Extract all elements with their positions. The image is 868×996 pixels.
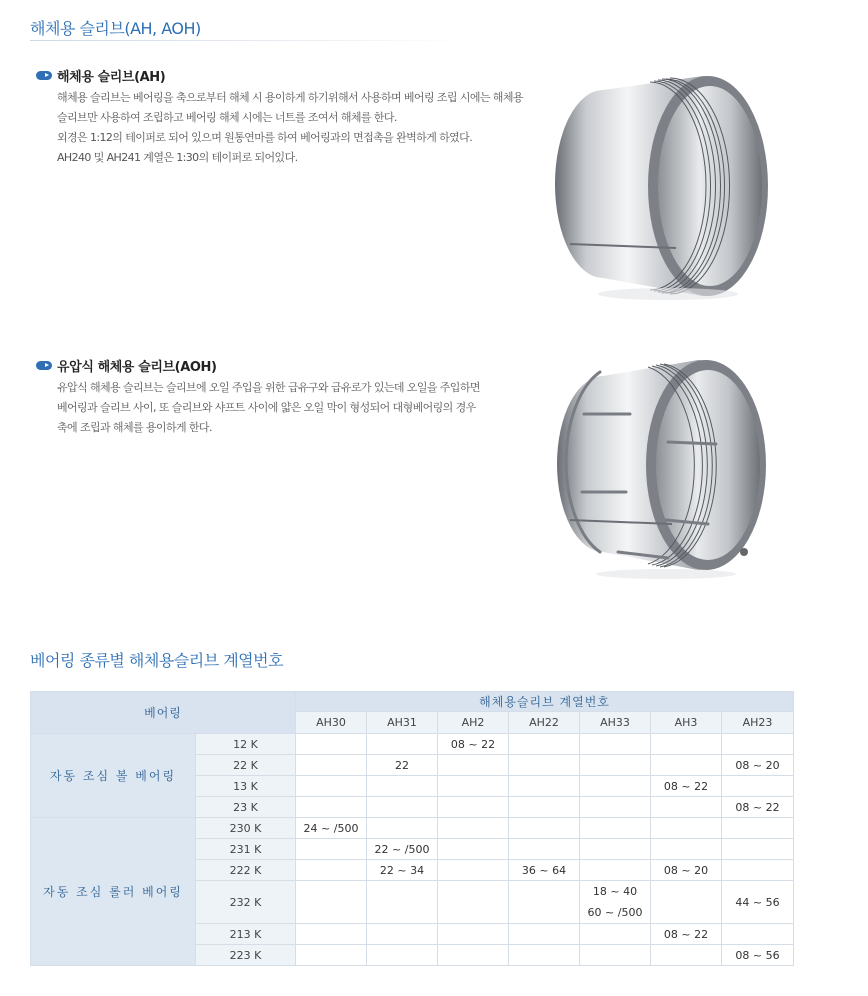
series-range-cell bbox=[367, 924, 438, 945]
series-range-cell bbox=[438, 860, 509, 881]
series-range-cell bbox=[296, 860, 367, 881]
series-range-cell bbox=[722, 734, 794, 755]
bearing-type: 231 K bbox=[196, 839, 296, 860]
series-range-cell bbox=[580, 924, 651, 945]
column-header: AH22 bbox=[509, 712, 580, 734]
section-aoh bbox=[36, 356, 556, 438]
series-range-cell: 22 ~ 34 bbox=[367, 860, 438, 881]
series-range-cell bbox=[722, 860, 794, 881]
series-range-cell bbox=[580, 776, 651, 797]
series-range-cell: 08 ~ 20 bbox=[651, 860, 722, 881]
series-range-cell bbox=[367, 776, 438, 797]
column-header: AH2 bbox=[438, 712, 509, 734]
series-range-cell bbox=[580, 797, 651, 818]
series-range-cell bbox=[509, 776, 580, 797]
series-range-cell: 44 ~ 56 bbox=[722, 881, 794, 924]
series-header: 해체용슬리브 계열번호 bbox=[296, 692, 794, 712]
table-row bbox=[31, 818, 794, 839]
bearing-category: 자동 조심 볼 베어링 bbox=[31, 734, 196, 818]
series-range-cell bbox=[651, 755, 722, 776]
series-range-cell bbox=[367, 797, 438, 818]
series-range-cell: 08 ~ 22 bbox=[651, 924, 722, 945]
series-range-cell bbox=[722, 818, 794, 839]
bearing-type: 230 K bbox=[196, 818, 296, 839]
page-title: 해체용 슬리브(AH, AOH) bbox=[30, 19, 201, 38]
table-body bbox=[31, 734, 794, 966]
series-range-cell bbox=[367, 818, 438, 839]
series-range-cell bbox=[651, 818, 722, 839]
bearing-type: 22 K bbox=[196, 755, 296, 776]
series-range-cell bbox=[296, 924, 367, 945]
series-range-cell: 08 ~ 22 bbox=[722, 797, 794, 818]
column-header: AH3 bbox=[651, 712, 722, 734]
series-range-cell bbox=[509, 755, 580, 776]
section-heading: 유압식 해체용 슬리브(AOH) bbox=[57, 360, 217, 375]
series-range-cell bbox=[580, 755, 651, 776]
column-header: AH30 bbox=[296, 712, 367, 734]
description-line: 유압식 해체용 슬리브는 슬리브에 오일 주입을 위한 급유구와 급유로가 있는데 오일을 주입하면 bbox=[57, 381, 480, 394]
bearing-category: 자동 조심 롤러 베어링 bbox=[31, 818, 196, 966]
section-description bbox=[57, 378, 556, 438]
bearing-type: 213 K bbox=[196, 924, 296, 945]
bearing-header: 베어링 bbox=[31, 692, 296, 734]
series-range-cell bbox=[438, 945, 509, 966]
description-line: 축에 조립과 해체를 용이하게 한다. bbox=[57, 421, 212, 434]
series-range-cell bbox=[722, 776, 794, 797]
sleeve-series-table bbox=[30, 691, 794, 966]
description-line: 해체용 슬리브는 베어링을 축으로부터 해체 시 용이하게 하기위해서 사용하며 베어링 조립 시에는 해체용 bbox=[57, 91, 523, 104]
bearing-type: 223 K bbox=[196, 945, 296, 966]
section-ah bbox=[36, 66, 556, 168]
series-range-cell bbox=[438, 755, 509, 776]
column-header: AH31 bbox=[367, 712, 438, 734]
table-row bbox=[31, 734, 794, 755]
bearing-type: 12 K bbox=[196, 734, 296, 755]
aoh-sleeve-image bbox=[548, 352, 788, 582]
series-range-cell bbox=[367, 881, 438, 924]
series-range-cell bbox=[296, 797, 367, 818]
column-header: AH33 bbox=[580, 712, 651, 734]
series-range-cell bbox=[580, 839, 651, 860]
series-range-cell bbox=[296, 755, 367, 776]
description-line: 슬리브만 사용하여 조립하고 베어링 해체 시에는 너트를 조여서 해체를 한다. bbox=[57, 111, 397, 124]
series-range-cell bbox=[438, 797, 509, 818]
series-range-cell bbox=[651, 797, 722, 818]
series-range-cell bbox=[509, 839, 580, 860]
series-range-cell bbox=[438, 924, 509, 945]
series-range-cell: 08 ~ 20 bbox=[722, 755, 794, 776]
series-range-cell: 18 ~ 40 60 ~ /500 bbox=[580, 881, 651, 924]
bearing-type: 23 K bbox=[196, 797, 296, 818]
series-range-cell bbox=[509, 797, 580, 818]
series-range-cell bbox=[580, 860, 651, 881]
series-range-cell: 24 ~ /500 bbox=[296, 818, 367, 839]
table-title: 베어링 종류별 해체용슬리브 계열번호 bbox=[30, 651, 284, 670]
series-range-cell bbox=[509, 945, 580, 966]
bearing-type: 222 K bbox=[196, 860, 296, 881]
description-line: 외경은 1:12의 테이퍼로 되어 있으며 원통연마를 하여 베어링과의 면접촉을 완벽하게 하였다. bbox=[57, 131, 473, 144]
series-range-cell bbox=[296, 839, 367, 860]
ah-sleeve-image bbox=[548, 66, 788, 306]
series-range-cell bbox=[509, 734, 580, 755]
series-range-cell: 08 ~ 22 bbox=[438, 734, 509, 755]
series-range-cell bbox=[509, 881, 580, 924]
series-range-cell bbox=[438, 776, 509, 797]
series-range-cell bbox=[367, 734, 438, 755]
series-range-cell bbox=[651, 839, 722, 860]
series-range-cell bbox=[296, 881, 367, 924]
bullet-icon bbox=[36, 361, 52, 370]
series-range-cell bbox=[367, 945, 438, 966]
series-range-cell bbox=[580, 734, 651, 755]
bullet-icon bbox=[36, 71, 52, 80]
series-range-cell: 08 ~ 56 bbox=[722, 945, 794, 966]
series-range-cell bbox=[438, 839, 509, 860]
description-line: AH240 및 AH241 계열은 1:30의 테이퍼로 되어있다. bbox=[57, 151, 298, 164]
series-range-cell bbox=[509, 818, 580, 839]
series-range-cell bbox=[509, 924, 580, 945]
description-line: 베어링과 슬리브 사이, 또 슬리브와 샤프트 사이에 얇은 오일 막이 형성되어 대형베어링의 경우 bbox=[57, 401, 476, 414]
series-range-cell bbox=[438, 881, 509, 924]
bearing-type: 13 K bbox=[196, 776, 296, 797]
series-range-cell: 08 ~ 22 bbox=[651, 776, 722, 797]
series-range-cell: 36 ~ 64 bbox=[509, 860, 580, 881]
series-range-cell bbox=[722, 839, 794, 860]
section-heading: 해체용 슬리브(AH) bbox=[57, 70, 166, 85]
series-range-cell bbox=[296, 776, 367, 797]
series-range-cell bbox=[651, 734, 722, 755]
column-header: AH23 bbox=[722, 712, 794, 734]
series-range-cell: 22 ~ /500 bbox=[367, 839, 438, 860]
series-range-cell bbox=[651, 881, 722, 924]
series-range-cell bbox=[438, 818, 509, 839]
series-range-cell bbox=[580, 818, 651, 839]
series-range-cell bbox=[296, 945, 367, 966]
series-range-cell: 22 bbox=[367, 755, 438, 776]
section-description bbox=[57, 88, 556, 168]
title-divider bbox=[30, 40, 470, 41]
series-range-cell bbox=[580, 945, 651, 966]
bearing-type: 232 K bbox=[196, 881, 296, 924]
series-range-cell bbox=[651, 945, 722, 966]
series-range-cell bbox=[722, 924, 794, 945]
series-range-cell bbox=[296, 734, 367, 755]
